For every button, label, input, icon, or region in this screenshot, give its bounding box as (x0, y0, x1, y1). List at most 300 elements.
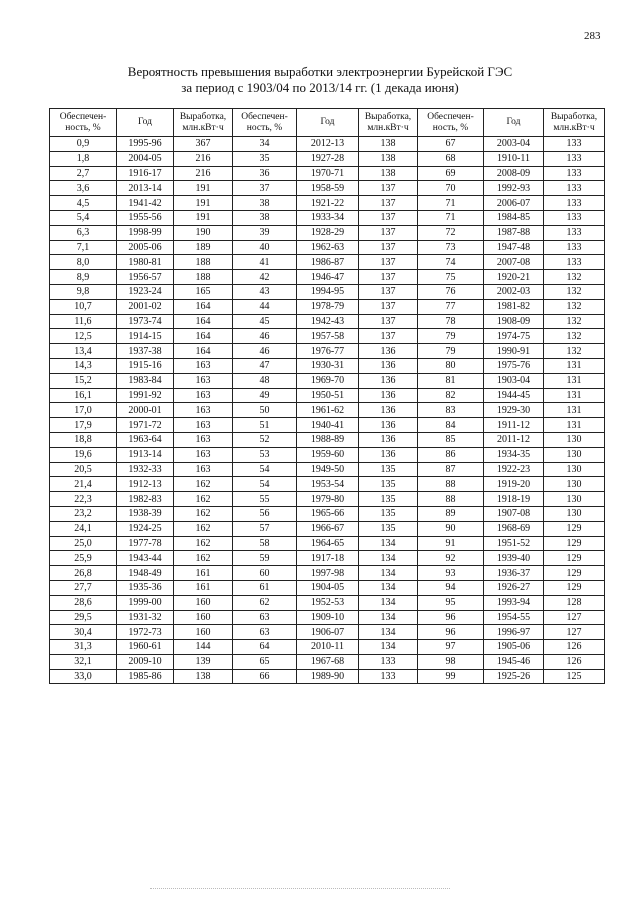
table-row (50, 137, 605, 152)
cell-provision-2: 37 (233, 181, 297, 196)
cell-output-1: 162 (174, 506, 233, 521)
cell-year-3: 1925-26 (484, 669, 544, 684)
cell-provision-3: 95 (418, 595, 484, 610)
cell-provision-3: 84 (418, 418, 484, 433)
cell-year-2: 1979-80 (297, 492, 359, 507)
cell-provision-1: 8,9 (50, 270, 117, 285)
cell-output-2: 136 (359, 447, 418, 462)
cell-provision-2: 34 (233, 137, 297, 152)
cell-provision-2: 53 (233, 447, 297, 462)
cell-output-1: 161 (174, 580, 233, 595)
cell-output-1: 160 (174, 625, 233, 640)
cell-output-1: 163 (174, 418, 233, 433)
cell-provision-3: 92 (418, 551, 484, 566)
cell-year-2: 1961-62 (297, 403, 359, 418)
header-provision-3: Обеспечен-ность, % (418, 109, 484, 137)
cell-year-3: 1990-91 (484, 344, 544, 359)
cell-provision-1: 5,4 (50, 210, 117, 225)
cell-provision-1: 11,6 (50, 314, 117, 329)
cell-year-1: 1941-42 (117, 196, 174, 211)
cell-year-1: 1932-33 (117, 462, 174, 477)
table-row (50, 477, 605, 492)
cell-year-3: 1926-27 (484, 580, 544, 595)
header-output-2: Выработка, млн.кВт·ч (359, 109, 418, 137)
cell-output-1: 188 (174, 255, 233, 270)
cell-year-2: 1909-10 (297, 610, 359, 625)
cell-output-1: 188 (174, 270, 233, 285)
cell-year-2: 1962-63 (297, 240, 359, 255)
cell-provision-3: 86 (418, 447, 484, 462)
cell-provision-3: 87 (418, 462, 484, 477)
cell-output-2: 137 (359, 255, 418, 270)
cell-year-3: 1929-30 (484, 403, 544, 418)
cell-year-2: 1930-31 (297, 358, 359, 373)
table-body (50, 137, 605, 684)
cell-output-3: 133 (544, 166, 605, 181)
page-number: 283 (584, 30, 601, 42)
cell-output-1: 190 (174, 225, 233, 240)
cell-output-3: 130 (544, 432, 605, 447)
cell-provision-2: 54 (233, 477, 297, 492)
cell-year-3: 1968-69 (484, 521, 544, 536)
cell-output-1: 160 (174, 610, 233, 625)
table-row (50, 151, 605, 166)
cell-year-1: 1916-17 (117, 166, 174, 181)
cell-year-1: 1937-38 (117, 344, 174, 359)
cell-provision-1: 27,7 (50, 580, 117, 595)
cell-year-1: 1923-24 (117, 284, 174, 299)
cell-year-3: 1947-48 (484, 240, 544, 255)
cell-provision-1: 24,1 (50, 521, 117, 536)
cell-provision-3: 83 (418, 403, 484, 418)
cell-year-3: 2002-03 (484, 284, 544, 299)
cell-output-2: 136 (359, 403, 418, 418)
cell-output-1: 216 (174, 166, 233, 181)
cell-year-1: 1938-39 (117, 506, 174, 521)
table-row (50, 181, 605, 196)
cell-provision-3: 68 (418, 151, 484, 166)
cell-provision-3: 88 (418, 477, 484, 492)
cell-year-2: 1959-60 (297, 447, 359, 462)
cell-output-2: 136 (359, 344, 418, 359)
cell-provision-3: 97 (418, 640, 484, 655)
cell-output-3: 129 (544, 580, 605, 595)
cell-provision-2: 46 (233, 344, 297, 359)
table-row (50, 492, 605, 507)
cell-output-3: 133 (544, 137, 605, 152)
cell-year-1: 2005-06 (117, 240, 174, 255)
cell-output-2: 136 (359, 358, 418, 373)
cell-provision-2: 63 (233, 625, 297, 640)
table-row (50, 625, 605, 640)
table-row (50, 595, 605, 610)
cell-output-1: 367 (174, 137, 233, 152)
cell-output-3: 131 (544, 403, 605, 418)
cell-output-1: 216 (174, 151, 233, 166)
cell-output-2: 134 (359, 536, 418, 551)
cell-year-3: 1908-09 (484, 314, 544, 329)
cell-provision-1: 13,4 (50, 344, 117, 359)
cell-output-1: 164 (174, 314, 233, 329)
cell-provision-3: 72 (418, 225, 484, 240)
cell-output-1: 164 (174, 344, 233, 359)
cell-output-1: 164 (174, 329, 233, 344)
cell-output-3: 133 (544, 255, 605, 270)
cell-provision-1: 28,6 (50, 595, 117, 610)
table-row (50, 418, 605, 433)
cell-output-2: 134 (359, 566, 418, 581)
cell-output-3: 132 (544, 344, 605, 359)
cell-provision-1: 20,5 (50, 462, 117, 477)
cell-year-1: 1995-96 (117, 137, 174, 152)
cell-provision-3: 98 (418, 654, 484, 669)
cell-year-3: 1996-97 (484, 625, 544, 640)
cell-year-3: 2011-12 (484, 432, 544, 447)
cell-provision-3: 69 (418, 166, 484, 181)
cell-output-3: 130 (544, 506, 605, 521)
cell-output-2: 135 (359, 462, 418, 477)
cell-provision-1: 10,7 (50, 299, 117, 314)
cell-output-3: 132 (544, 284, 605, 299)
cell-provision-2: 65 (233, 654, 297, 669)
cell-output-3: 125 (544, 669, 605, 684)
cell-provision-3: 76 (418, 284, 484, 299)
cell-year-3: 1905-06 (484, 640, 544, 655)
cell-output-2: 137 (359, 314, 418, 329)
cell-output-1: 160 (174, 595, 233, 610)
cell-provision-2: 41 (233, 255, 297, 270)
cell-output-2: 133 (359, 669, 418, 684)
cell-year-2: 1970-71 (297, 166, 359, 181)
table-header-row (50, 109, 605, 137)
cell-provision-1: 16,1 (50, 388, 117, 403)
cell-output-1: 163 (174, 358, 233, 373)
cell-year-3: 1975-76 (484, 358, 544, 373)
header-provision-2: Обеспечен-ность, % (233, 109, 297, 137)
cell-provision-1: 9,8 (50, 284, 117, 299)
header-year-2: Год (297, 109, 359, 137)
cell-provision-3: 79 (418, 329, 484, 344)
cell-output-1: 165 (174, 284, 233, 299)
cell-output-3: 130 (544, 477, 605, 492)
table-row (50, 432, 605, 447)
cell-provision-3: 96 (418, 625, 484, 640)
header-year-3: Год (484, 109, 544, 137)
cell-year-3: 1981-82 (484, 299, 544, 314)
cell-year-2: 1957-58 (297, 329, 359, 344)
cell-year-1: 1983-84 (117, 373, 174, 388)
cell-provision-2: 62 (233, 595, 297, 610)
cell-provision-2: 38 (233, 210, 297, 225)
cell-year-3: 2007-08 (484, 255, 544, 270)
cell-provision-3: 79 (418, 344, 484, 359)
cell-output-2: 134 (359, 580, 418, 595)
table-row (50, 447, 605, 462)
cell-provision-2: 61 (233, 580, 297, 595)
cell-output-1: 191 (174, 196, 233, 211)
cell-year-1: 1980-81 (117, 255, 174, 270)
cell-provision-3: 99 (418, 669, 484, 684)
table-row (50, 388, 605, 403)
cell-output-3: 131 (544, 373, 605, 388)
cell-provision-1: 30,4 (50, 625, 117, 640)
cell-year-1: 1960-61 (117, 640, 174, 655)
cell-provision-2: 60 (233, 566, 297, 581)
cell-year-2: 1988-89 (297, 432, 359, 447)
cell-year-2: 1921-22 (297, 196, 359, 211)
cell-year-3: 1939-40 (484, 551, 544, 566)
cell-output-1: 163 (174, 462, 233, 477)
cell-year-3: 1907-08 (484, 506, 544, 521)
cell-output-3: 132 (544, 270, 605, 285)
cell-output-3: 133 (544, 240, 605, 255)
cell-year-2: 1933-34 (297, 210, 359, 225)
table-row (50, 225, 605, 240)
cell-output-2: 137 (359, 240, 418, 255)
cell-output-3: 129 (544, 521, 605, 536)
cell-output-3: 129 (544, 536, 605, 551)
cell-output-2: 135 (359, 492, 418, 507)
cell-year-1: 1924-25 (117, 521, 174, 536)
cell-year-2: 1906-07 (297, 625, 359, 640)
cell-output-1: 139 (174, 654, 233, 669)
cell-provision-3: 93 (418, 566, 484, 581)
cell-year-1: 1914-15 (117, 329, 174, 344)
cell-output-1: 163 (174, 447, 233, 462)
cell-provision-2: 43 (233, 284, 297, 299)
cell-provision-2: 35 (233, 151, 297, 166)
cell-provision-1: 1,8 (50, 151, 117, 166)
cell-provision-3: 75 (418, 270, 484, 285)
table-row (50, 270, 605, 285)
cell-year-1: 2013-14 (117, 181, 174, 196)
cell-year-2: 1976-77 (297, 344, 359, 359)
cell-provision-3: 82 (418, 388, 484, 403)
cell-year-2: 2012-13 (297, 137, 359, 152)
cell-output-3: 128 (544, 595, 605, 610)
cell-provision-1: 3,6 (50, 181, 117, 196)
cell-year-3: 1922-23 (484, 462, 544, 477)
cell-year-2: 1989-90 (297, 669, 359, 684)
cell-provision-3: 88 (418, 492, 484, 507)
cell-year-2: 1927-28 (297, 151, 359, 166)
cell-year-2: 1950-51 (297, 388, 359, 403)
table-row (50, 654, 605, 669)
cell-output-2: 135 (359, 521, 418, 536)
cell-year-3: 1918-19 (484, 492, 544, 507)
header-output-1: Выработка, млн.кВт·ч (174, 109, 233, 137)
cell-year-3: 1954-55 (484, 610, 544, 625)
cell-provision-1: 4,5 (50, 196, 117, 211)
cell-output-1: 189 (174, 240, 233, 255)
cell-output-1: 161 (174, 566, 233, 581)
cell-year-1: 1943-44 (117, 551, 174, 566)
cell-output-2: 134 (359, 625, 418, 640)
cell-year-3: 1993-94 (484, 595, 544, 610)
cell-output-3: 132 (544, 329, 605, 344)
cell-provision-3: 81 (418, 373, 484, 388)
cell-output-1: 162 (174, 536, 233, 551)
cell-year-1: 1912-13 (117, 477, 174, 492)
cell-year-3: 1903-04 (484, 373, 544, 388)
cell-provision-1: 15,2 (50, 373, 117, 388)
cell-output-2: 137 (359, 196, 418, 211)
cell-provision-1: 26,8 (50, 566, 117, 581)
table-row (50, 166, 605, 181)
table-row (50, 358, 605, 373)
cell-year-2: 1952-53 (297, 595, 359, 610)
table-row (50, 506, 605, 521)
table-row (50, 344, 605, 359)
cell-year-2: 1940-41 (297, 418, 359, 433)
cell-provision-3: 73 (418, 240, 484, 255)
cell-output-3: 130 (544, 492, 605, 507)
cell-year-3: 1945-46 (484, 654, 544, 669)
cell-output-2: 137 (359, 270, 418, 285)
cell-provision-3: 70 (418, 181, 484, 196)
cell-output-3: 133 (544, 151, 605, 166)
cell-year-3: 1936-37 (484, 566, 544, 581)
cell-year-2: 1928-29 (297, 225, 359, 240)
cell-year-3: 1992-93 (484, 181, 544, 196)
cell-output-2: 137 (359, 329, 418, 344)
cell-year-3: 2008-09 (484, 166, 544, 181)
cell-output-3: 127 (544, 610, 605, 625)
cell-year-1: 1955-56 (117, 210, 174, 225)
cell-output-2: 134 (359, 595, 418, 610)
cell-output-3: 133 (544, 210, 605, 225)
cell-output-3: 129 (544, 566, 605, 581)
cell-provision-1: 12,5 (50, 329, 117, 344)
cell-output-2: 136 (359, 418, 418, 433)
cell-provision-3: 74 (418, 255, 484, 270)
table-row (50, 299, 605, 314)
cell-output-1: 162 (174, 521, 233, 536)
table-row (50, 196, 605, 211)
header-provision-1: Обеспечен-ность, % (50, 109, 117, 137)
cell-year-3: 2003-04 (484, 137, 544, 152)
cell-year-2: 1904-05 (297, 580, 359, 595)
cell-provision-3: 94 (418, 580, 484, 595)
cell-output-3: 131 (544, 358, 605, 373)
cell-year-2: 1946-47 (297, 270, 359, 285)
cell-output-1: 144 (174, 640, 233, 655)
cell-provision-1: 25,0 (50, 536, 117, 551)
cell-output-3: 133 (544, 181, 605, 196)
cell-provision-3: 80 (418, 358, 484, 373)
cell-provision-1: 7,1 (50, 240, 117, 255)
cell-provision-2: 47 (233, 358, 297, 373)
cell-output-3: 126 (544, 654, 605, 669)
table-row (50, 255, 605, 270)
cell-provision-2: 59 (233, 551, 297, 566)
table-row (50, 551, 605, 566)
cell-provision-1: 17,9 (50, 418, 117, 433)
cell-year-3: 1944-45 (484, 388, 544, 403)
cell-output-2: 138 (359, 151, 418, 166)
cell-output-3: 130 (544, 447, 605, 462)
cell-output-1: 163 (174, 432, 233, 447)
cell-provision-2: 58 (233, 536, 297, 551)
cell-year-2: 1949-50 (297, 462, 359, 477)
cell-output-3: 133 (544, 225, 605, 240)
cell-year-2: 1986-87 (297, 255, 359, 270)
cell-provision-1: 19,6 (50, 447, 117, 462)
cell-year-2: 1965-66 (297, 506, 359, 521)
cell-provision-2: 66 (233, 669, 297, 684)
cell-output-3: 131 (544, 388, 605, 403)
document-title (0, 64, 640, 96)
cell-year-2: 1966-67 (297, 521, 359, 536)
cell-year-3: 1974-75 (484, 329, 544, 344)
cell-year-2: 1978-79 (297, 299, 359, 314)
cell-provision-3: 85 (418, 432, 484, 447)
cell-year-2: 1994-95 (297, 284, 359, 299)
cell-provision-2: 39 (233, 225, 297, 240)
cell-provision-1: 33,0 (50, 669, 117, 684)
table-row (50, 403, 605, 418)
cell-provision-3: 71 (418, 210, 484, 225)
cell-provision-3: 67 (418, 137, 484, 152)
table-row (50, 566, 605, 581)
cell-provision-2: 63 (233, 610, 297, 625)
cell-provision-1: 21,4 (50, 477, 117, 492)
cell-provision-3: 90 (418, 521, 484, 536)
table-row (50, 314, 605, 329)
cell-provision-2: 45 (233, 314, 297, 329)
cell-output-2: 137 (359, 210, 418, 225)
cell-output-1: 162 (174, 551, 233, 566)
cell-output-1: 191 (174, 210, 233, 225)
cell-provision-3: 77 (418, 299, 484, 314)
table-row (50, 610, 605, 625)
cell-year-1: 1915-16 (117, 358, 174, 373)
cell-year-3: 1951-52 (484, 536, 544, 551)
cell-provision-1: 23,2 (50, 506, 117, 521)
cell-year-3: 1919-20 (484, 477, 544, 492)
cell-provision-2: 52 (233, 432, 297, 447)
cell-year-1: 1971-72 (117, 418, 174, 433)
cell-provision-1: 22,3 (50, 492, 117, 507)
cell-year-1: 1956-57 (117, 270, 174, 285)
cell-year-1: 1982-83 (117, 492, 174, 507)
cell-year-1: 2000-01 (117, 403, 174, 418)
cell-provision-2: 40 (233, 240, 297, 255)
cell-year-1: 2009-10 (117, 654, 174, 669)
cell-output-1: 162 (174, 477, 233, 492)
probability-table (49, 108, 605, 684)
cell-provision-2: 54 (233, 462, 297, 477)
cell-output-2: 135 (359, 477, 418, 492)
cell-year-1: 1935-36 (117, 580, 174, 595)
cell-output-1: 163 (174, 403, 233, 418)
cell-output-1: 191 (174, 181, 233, 196)
cell-provision-3: 91 (418, 536, 484, 551)
cell-output-2: 135 (359, 506, 418, 521)
scan-artifact-line (150, 888, 450, 889)
cell-output-2: 134 (359, 640, 418, 655)
cell-output-2: 133 (359, 654, 418, 669)
cell-provision-1: 25,9 (50, 551, 117, 566)
cell-output-2: 137 (359, 225, 418, 240)
table-row (50, 580, 605, 595)
cell-provision-2: 36 (233, 166, 297, 181)
cell-provision-1: 8,0 (50, 255, 117, 270)
table-row (50, 669, 605, 684)
cell-output-3: 127 (544, 625, 605, 640)
cell-output-3: 131 (544, 418, 605, 433)
cell-output-2: 137 (359, 284, 418, 299)
